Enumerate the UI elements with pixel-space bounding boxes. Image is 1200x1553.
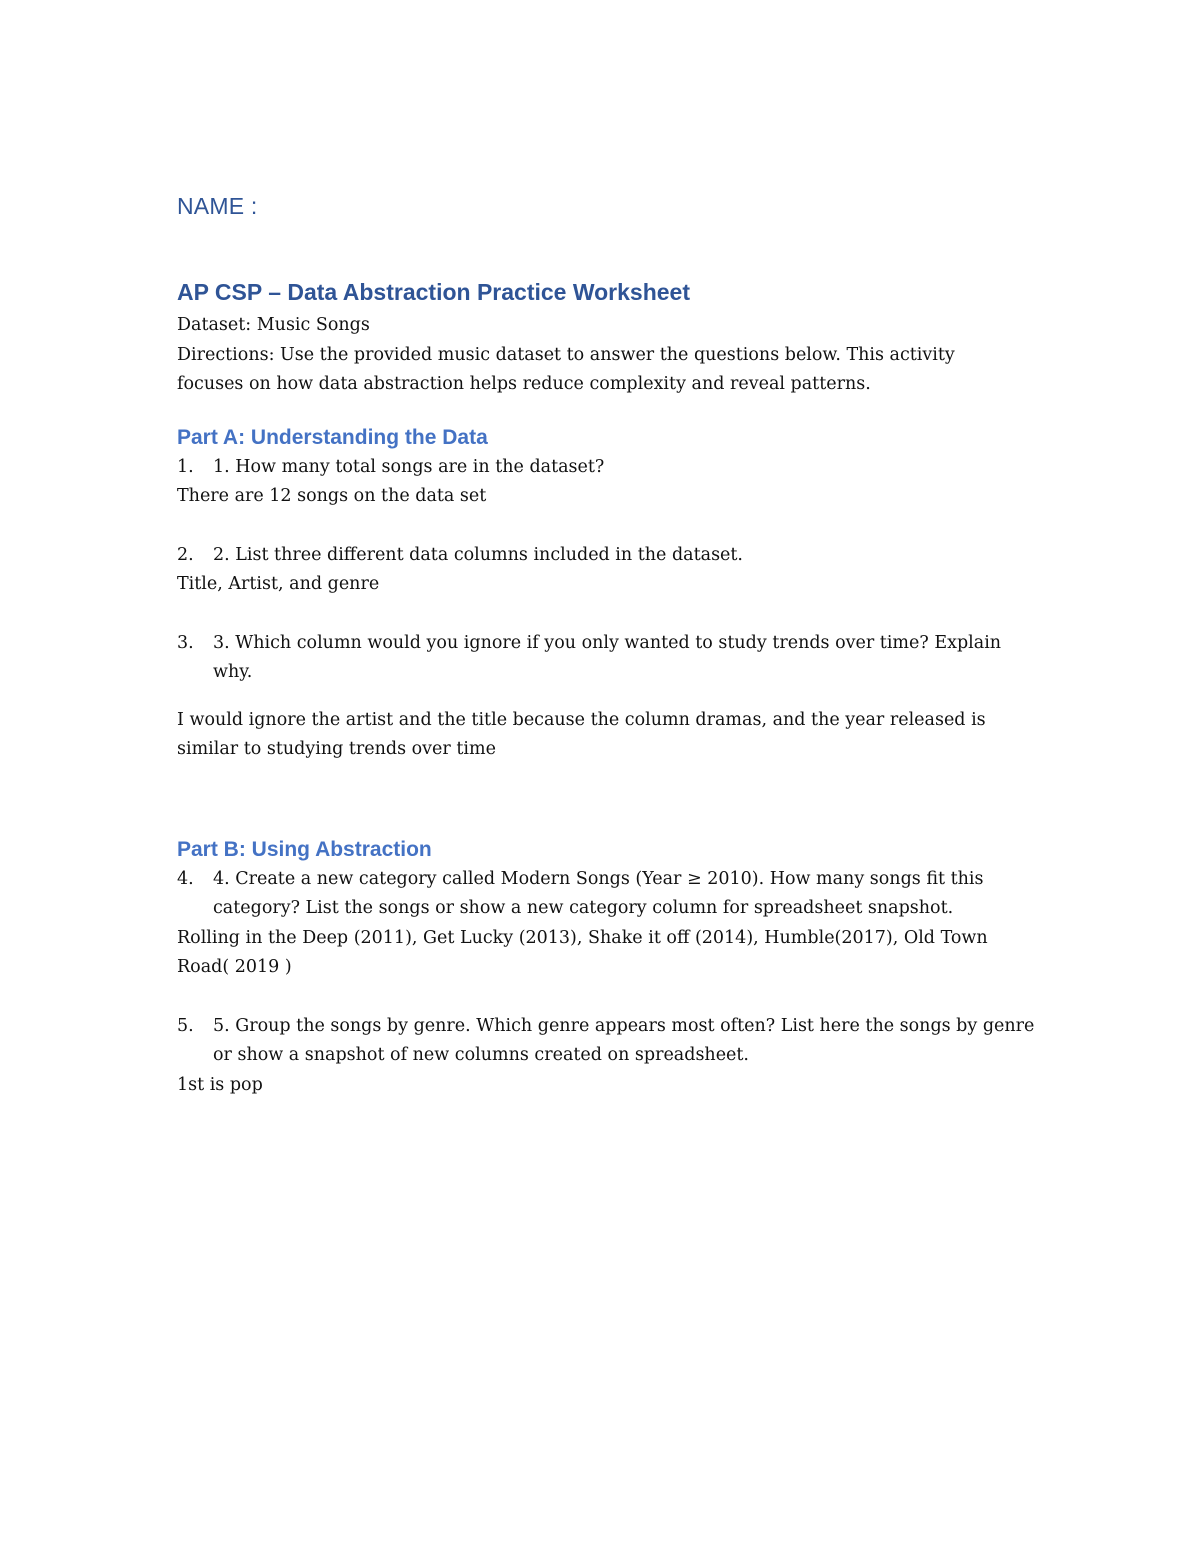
- question-prompt: 2. List three different data columns included in the dataset.: [213, 544, 743, 565]
- document-content: [177, 190, 1037, 1100]
- question-3: [177, 629, 1037, 765]
- question-prompt: 3. Which column would you ignore if you only wanted to study trends over time? Explain why.: [213, 632, 1002, 682]
- question-text: [177, 865, 1037, 924]
- dataset-line: Dataset: Music Songs: [177, 315, 370, 335]
- answer-text: Title, Artist, and genre: [177, 574, 380, 594]
- answer-text: There are 12 songs on the data set: [177, 486, 487, 506]
- question-number: 2.: [177, 544, 194, 565]
- question-number: 4.: [177, 868, 194, 889]
- question-number: 1.: [177, 456, 194, 477]
- worksheet-title: AP CSP – Data Abstraction Practice Worksheet: [177, 279, 691, 305]
- question-prompt: 1. How many total songs are in the dataset?: [213, 456, 605, 477]
- answer-text: I would ignore the artist and the title because the column dramas, and the year released is similar to studying trends over time: [177, 709, 986, 759]
- part-a-heading: Part A: Understanding the Data: [177, 425, 488, 449]
- question-1: [177, 453, 1037, 512]
- question-2: [177, 541, 1037, 600]
- question-4: [177, 865, 1037, 983]
- question-number: 3.: [177, 632, 194, 653]
- name-label: NAME :: [177, 193, 258, 219]
- question-5: [177, 1012, 1037, 1101]
- question-text: [177, 1012, 1037, 1071]
- answer-text: Rolling in the Deep (2011), Get Lucky (2013), Shake it off (2014), Humble(2017), Old Town Road( 2019 ): [177, 927, 988, 977]
- question-prompt: 5. Group the songs by genre. Which genre appears most often? List here the songs by genre or show a snapshot of new columns created on spreadsheet.: [213, 1015, 1035, 1065]
- question-text: [177, 541, 1037, 571]
- part-b-heading: Part B: Using Abstraction: [177, 837, 432, 861]
- worksheet-intro: [177, 311, 1037, 400]
- question-prompt: 4. Create a new category called Modern Songs (Year ≥ 2010). How many songs fit this category? List the songs or show a new category column for spreadsheet snapshot.: [213, 868, 984, 918]
- question-number: 5.: [177, 1015, 194, 1036]
- question-text: [177, 453, 1037, 483]
- question-text: [177, 629, 1037, 688]
- answer-text: 1st is pop: [177, 1074, 263, 1095]
- directions-line-1: Directions: Use the provided music dataset to answer the questions below. This activity: [177, 344, 955, 365]
- directions-line-2: focuses on how data abstraction helps reduce complexity and reveal patterns.: [177, 374, 871, 394]
